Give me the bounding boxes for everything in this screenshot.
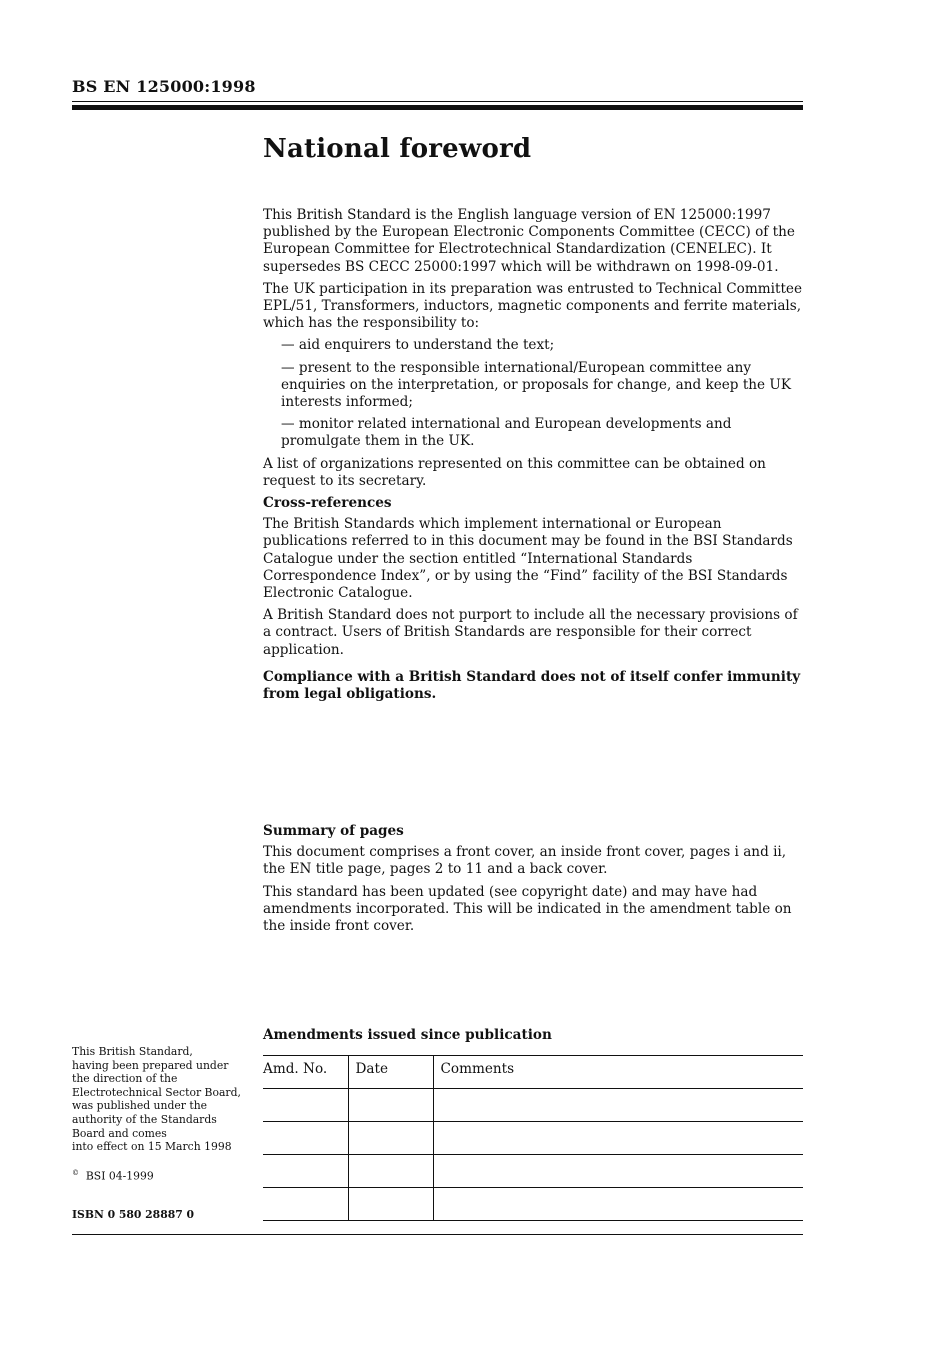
summary-paragraph: This document comprises a front cover, an inside front cover, pages i and ii, the EN title page, pages 2 to 11 and a back cover. [263, 844, 787, 878]
date-cell [348, 1188, 433, 1221]
date-cell [348, 1089, 433, 1122]
column-header-comments: Comments [433, 1056, 803, 1089]
page-title: National foreword [263, 134, 532, 164]
amendments-table [263, 1055, 803, 1221]
statement-line: Electrotechnical Sector Board, [72, 1085, 241, 1099]
statement-line: the direction of the [72, 1072, 178, 1086]
header-rule-thick [72, 105, 803, 110]
summary-section [263, 823, 803, 940]
comments-cell [433, 1188, 803, 1221]
statement-line: Board and comes [72, 1126, 167, 1140]
foreword-text [263, 207, 803, 708]
copyright-text: BSI 04-1999 [85, 1169, 154, 1183]
statement-line: having been prepared under [72, 1058, 229, 1072]
foreword-body [263, 134, 803, 164]
statement-line: This British Standard, [72, 1045, 193, 1058]
date-cell [348, 1122, 433, 1155]
compliance-statement: Compliance with a British Standard does not of itself confer immunity from legal obligations. [263, 668, 801, 703]
table-row [263, 1188, 803, 1221]
amendments-title: Amendments issued since publication [263, 1027, 552, 1043]
participation-paragraph: The UK participation in its preparation was entrusted to Technical Committee EPL/51, Transformers, inductors, magnetic components and ferrite materials, which has the responsibility to: [263, 280, 802, 332]
publication-statement [72, 1045, 247, 1154]
intro-paragraph: This British Standard is the English language version of EN 125000:1997 published by the European Electronic Components Committee (CECC) of the European Committee for Electrotechnical Standardization (CENELEC). It supersedes BS CECC 25000:1997 which will be withdrawn on 1998-09-01. [263, 207, 795, 275]
amd-no-cell [263, 1122, 348, 1155]
column-header-amd-no: Amd. No. [263, 1056, 348, 1089]
copyright-symbol: © [72, 1169, 79, 1177]
table-row [263, 1155, 803, 1188]
table-row [263, 1089, 803, 1122]
summary-paragraph: This standard has been updated (see copyright date) and may have had amendments incorporated. This will be indicated in the amendment table on the inside front cover. [263, 883, 792, 935]
cross-references-heading: Cross-references [263, 495, 392, 512]
responsibility-item: — present to the responsible international/European committee any enquiries on the interpretation, or proposals for change, and keep the UK interests informed; [281, 359, 792, 411]
isbn: ISBN 0 580 28887 0 [72, 1208, 195, 1221]
amd-no-cell [263, 1155, 348, 1188]
responsibility-item: — aid enquirers to understand the text; [281, 337, 555, 354]
summary-heading: Summary of pages [263, 823, 404, 839]
copyright-line [72, 1167, 247, 1183]
comments-cell [433, 1089, 803, 1122]
comments-cell [433, 1122, 803, 1155]
amd-no-cell [263, 1089, 348, 1122]
footer-rule [72, 1234, 803, 1235]
date-cell [348, 1155, 433, 1188]
statement-line: was published under the [72, 1099, 208, 1113]
column-header-date: Date [348, 1056, 433, 1089]
statement-line: authority of the Standards [72, 1112, 217, 1126]
responsibility-item: — monitor related international and European developments and promulgate them in the UK. [281, 416, 732, 450]
table-header-row [263, 1056, 803, 1089]
provisions-paragraph: A British Standard does not purport to include all the necessary provisions of a contract. Users of British Standards are responsible for their correct application. [263, 607, 798, 658]
table-row [263, 1122, 803, 1155]
statement-line: into effect on 15 March 1998 [72, 1140, 232, 1154]
amd-no-cell [263, 1188, 348, 1221]
header-rule-thin [72, 101, 803, 102]
cross-references-paragraph: The British Standards which implement international or European publications referred to in this document may be found in the BSI Standards Catalogue under the section entitled “International Standards Correspondence Index”, or by using the “Find” facility of the BSI Standards Electronic Catalogue. [263, 516, 793, 602]
committee-list-paragraph: A list of organizations represented on this committee can be obtained on request to its secretary. [263, 455, 766, 489]
document-code-header: BS EN 125000:1998 [72, 77, 256, 96]
comments-cell [433, 1155, 803, 1188]
